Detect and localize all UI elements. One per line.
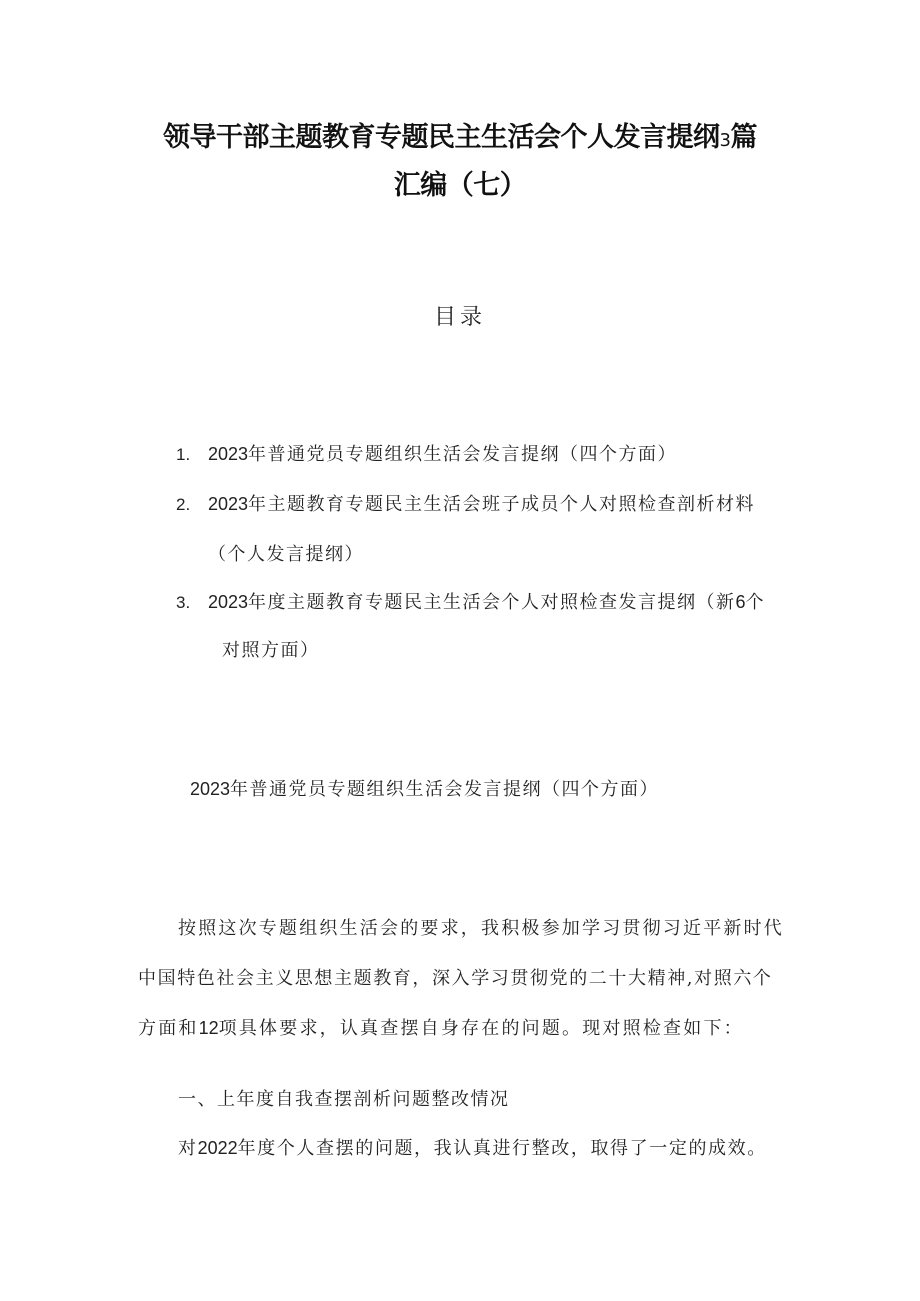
body-para2 [178,1134,767,1160]
document-title-line2: 汇编（七） [393,170,527,201]
body-para1-line3-a: 方面和 [138,1018,199,1039]
section-title-year: 2023 [190,779,231,799]
body-para2-num: 2022 [197,1138,238,1158]
toc-item-3-text-tail: 个 [745,592,766,613]
section-title [190,775,659,801]
body-para1-line3-num: 12 [198,1018,219,1038]
toc-item-2-text: 年主题教育专题民主生活会班子成员个人对照检查剖析材料 [248,494,756,515]
body-para1-line2: 中国特色社会主义思想主题教育，深入学习贯彻党的二十大精神,对照六个 [138,968,773,989]
toc-item-3-text: 年度主题教育专题民主生活会个人对照检查发言提纲（新 [248,592,736,613]
body-para1-line1: 按照这次专题组织生活会的要求，我积极参加学习贯彻习近平新时代 [178,918,784,939]
toc-item-3-number: 3. [176,593,191,612]
toc-item-2-continuation[interactable]: （个人发言提纲） [208,544,364,565]
toc-item-1-number: 1. [176,445,191,464]
body-para2-b: 年度个人查摆的问题，我认真进行整改，取得了一定的成效。 [237,1138,767,1159]
toc-item-1-text: 年普通党员专题组织生活会发言提纲（四个方面） [248,444,678,465]
toc-item-3-text-num: 6 [735,592,746,612]
title-main-text: 领导干部主题教育专题民主生活会个人发言提纲 [163,122,720,153]
toc-item-3-year: 2023 [208,592,249,612]
toc-heading: 目录 [433,305,486,330]
body-para1-line3-b: 项具体要求，认真查摆自身存在的问题。现对照检查如下： [218,1018,744,1039]
toc-item-1-year: 2023 [208,444,249,464]
title-suffix: 篇 [730,122,757,153]
title-count: 3 [719,130,731,151]
toc-item-3[interactable] [176,588,765,614]
body-para1-line3 [138,1014,744,1040]
document-title-line1 [0,115,920,154]
section-title-text: 年普通党员专题组织生活会发言提纲（四个方面） [230,779,660,800]
body-heading-1: 一、上年度自我查摆剖析问题整改情况 [178,1089,510,1110]
toc-item-2[interactable] [176,490,755,516]
body-para2-a: 对 [178,1138,198,1159]
toc-item-3-continuation[interactable]: 对照方面） [222,640,320,661]
toc-item-2-year: 2023 [208,494,249,514]
toc-item-2-number: 2. [176,495,191,514]
toc-item-1[interactable] [176,440,677,466]
